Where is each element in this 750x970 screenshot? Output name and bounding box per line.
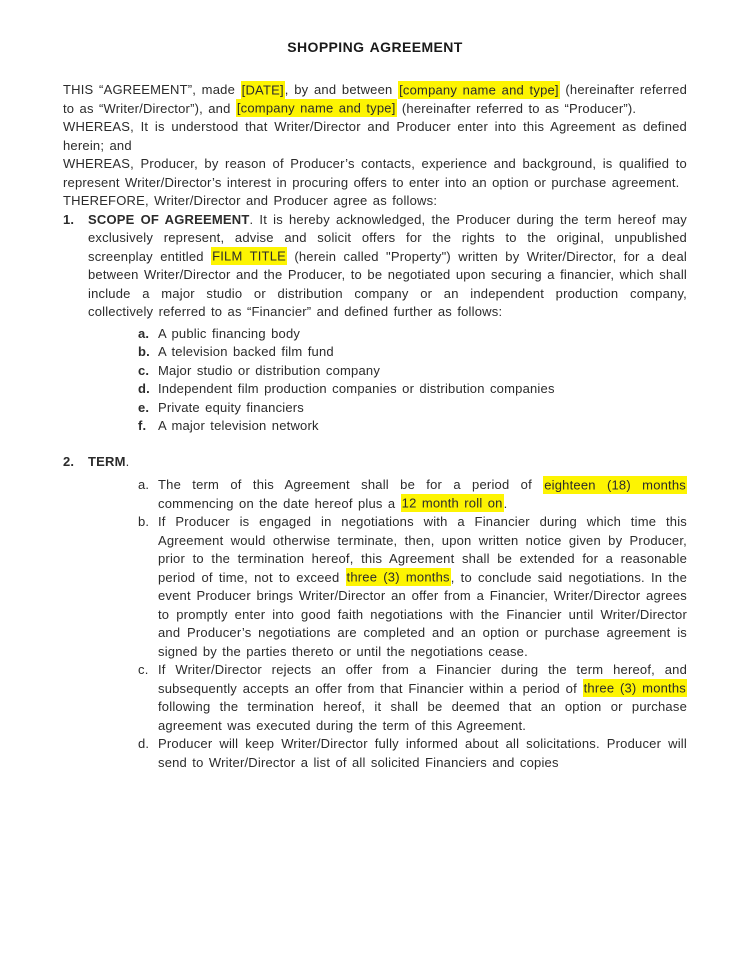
highlighted-text: 12 month roll on (401, 495, 503, 511)
list-item-text (158, 735, 687, 772)
term-heading (88, 453, 687, 472)
list-item-text (158, 417, 687, 436)
text-run: SCOPE OF AGREEMENT (88, 211, 250, 227)
highlighted-text: [company name and type] (236, 100, 396, 116)
whereas-clause-2 (63, 155, 687, 192)
section-body (88, 453, 687, 773)
text-run: THEREFORE, Writer/Director and Producer agree as follows: (63, 193, 438, 208)
list-item (138, 399, 687, 418)
list-item-letter: d. (138, 736, 150, 751)
text-run: following the termination hereof, it shall be deemed that an option or purchase agreement was executed during the term of this Agreement. (158, 699, 687, 733)
text-run: The term of this Agreement shall be for a period of (158, 477, 544, 492)
list-item-text (158, 399, 687, 418)
term-clause-list (88, 476, 687, 772)
whereas-clause-1 (63, 118, 687, 155)
text-run: TERM (88, 453, 126, 469)
list-item-letter: a. (138, 477, 150, 492)
list-item (138, 513, 687, 661)
text-run: . (125, 453, 130, 469)
text-run: WHEREAS, Producer, by reason of Producer’s contacts, experience and background, is qualified to represent Writer/Director’s interest in procuring offers to enter into an option or purchase agreement. (63, 156, 687, 190)
section-body (88, 211, 687, 436)
highlighted-text: three (3) months (346, 569, 450, 585)
highlighted-text: FILM TITLE (212, 248, 286, 264)
list-item (138, 417, 687, 436)
text-run: . (503, 495, 508, 511)
text-run: THIS “AGREEMENT”, made (63, 82, 241, 97)
text-run: A television backed film fund (158, 344, 334, 359)
list-item-letter: c. (138, 662, 149, 677)
therefore-clause (63, 192, 687, 211)
text-run: (hereinafter referred to as “Writer/Director”), and (63, 82, 688, 116)
section-number: 2. (63, 453, 75, 469)
list-item (138, 380, 687, 399)
text-run: Producer will keep Writer/Director fully informed about all solicitations. Producer will send to Writer/Director a list of all solicited Financiers and copies (158, 736, 687, 770)
text-run: A major television network (158, 418, 319, 433)
list-item-text (158, 343, 687, 362)
list-item-text (158, 362, 687, 381)
list-item-letter: a. (138, 325, 150, 341)
list-item-text (158, 513, 687, 661)
list-item-letter: b. (138, 344, 150, 359)
list-item (138, 476, 687, 513)
scope-paragraph (88, 211, 687, 322)
text-run: . It is hereby acknowledged, the Producer during the term hereof may exclusively represent, advise and solicit offers for the rights to the original, unpublished screenplay entitled (88, 211, 687, 264)
text-run: If Producer is engaged in negotiations with a Financier during which time this Agreement would otherwise terminate, then, upon written notice given by Producer, prior to the termination hereof, this Agreement shall be extended for a reasonable period of time, not to exceed (158, 514, 687, 585)
list-item (138, 735, 687, 772)
preamble-paragraph (63, 81, 687, 118)
list-item (138, 343, 687, 362)
highlighted-text: [DATE] (241, 82, 284, 97)
section-number: 1. (63, 211, 75, 227)
list-item-text (158, 380, 687, 399)
list-item-text (158, 476, 687, 513)
list-item-letter: b. (138, 514, 150, 529)
financier-type-list (88, 325, 687, 436)
list-item (138, 325, 687, 344)
highlighted-text: three (3) months (583, 680, 686, 696)
text-run: WHEREAS, It is understood that Writer/Director and Producer enter into this Agreement as defined herein; and (63, 119, 687, 153)
list-item (138, 661, 687, 735)
text-run: (herein called "Property") written by Writer/Director, for a deal between Writer/Director and the Producer, to be negotiated upon securing a financier, which shall include a major studio or distribution company or an independent production company, collectively referred to as “Financier” and defined further as follows: (88, 248, 688, 319)
text-run: Independent film production companies or distribution companies (158, 381, 555, 396)
text-run: , to conclude said negotiations. In the event Producer brings Writer/Director an offer from a Financier, Writer/Director agrees to promptly enter into good faith negotiations with the Financier until Writer/Director and Producer’s negotiations are completed and an option or purchase agreement is signed by the parties thereto or until the negotiations cease. (158, 569, 688, 659)
list-item-letter: e. (138, 399, 150, 415)
section-term (63, 453, 687, 773)
text-run: A public financing body (158, 325, 301, 341)
list-item-letter: c. (138, 362, 150, 378)
text-run: If Writer/Director rejects an offer from a Financier during the term hereof, and subsequently accepts an offer from that Financier within a period of (158, 662, 687, 696)
highlighted-text: [company name and type] (399, 82, 559, 97)
text-run: , by and between (284, 82, 399, 97)
highlighted-text: eighteen (18) months (544, 477, 686, 492)
text-run: Private equity financiers (158, 399, 305, 415)
list-item-text (158, 325, 687, 344)
list-item (138, 362, 687, 381)
section-scope-of-agreement (63, 211, 687, 436)
text-run: Major studio or distribution company (158, 362, 381, 378)
page-title: SHOPPING AGREEMENT (287, 39, 463, 55)
list-item-letter: f. (138, 418, 147, 433)
list-item-text (158, 661, 687, 735)
list-item-letter: d. (138, 381, 150, 396)
text-run: (hereinafter referred to as “Producer”). (396, 100, 637, 116)
text-run: commencing on the date hereof plus a (158, 495, 401, 511)
